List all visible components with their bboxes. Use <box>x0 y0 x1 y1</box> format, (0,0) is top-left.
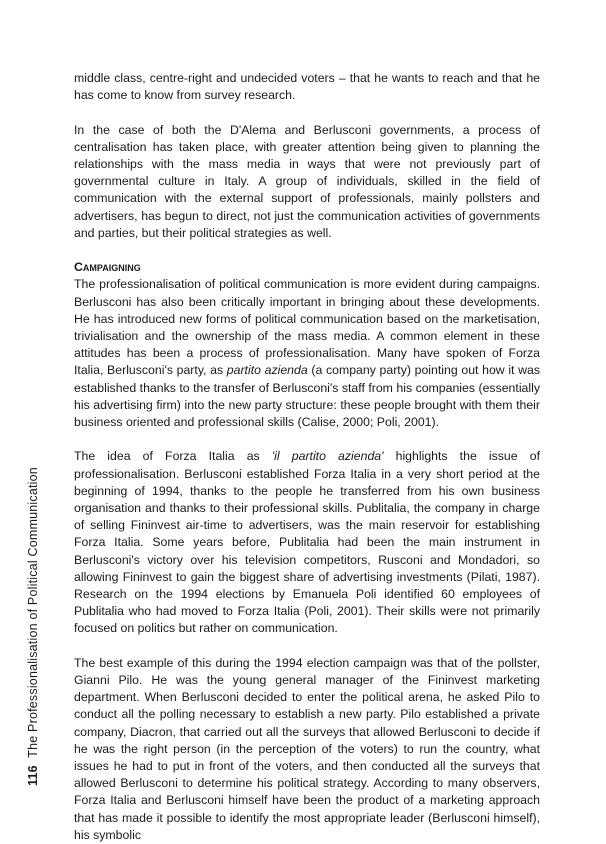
paragraph: The idea of Forza Italia as 'il partito azienda' highlights the issue of professionalisation. Berlusconi established Forza Italia in a very short period at the beginning of 1994, thanks to the people he transferred from his own business organisation and thanks to their professional skills. Publitalia, the company in charge of selling Fininvest air-time to advertisers, was the main reservoir for establishing Forza Italia. Some years before, Publitalia had been the main instrument in Berlusconi's victory over his television competitors, Rusconi and Mondadori, so allowing Fininvest to gain the biggest share of advertising investments (Pilati, 1987). Research on the 1994 elections by Emanuela Poli identified 60 employees of Publitalia who had moved to Forza Italia (Poli, 2001). Their skills were not primarily focused on politics but rather on communication. <box>74 449 540 636</box>
running-title: The Professionalisation of Political Communication <box>26 467 40 758</box>
running-header <box>26 467 40 786</box>
paragraph: In the case of both the D'Alema and Berlusconi governments, a process of centralisation has taken place, with greater attention being given to planning the relationships with the mass media in ways that were not previously part of governmental culture in Italy. A group of individuals, skilled in the field of communication with the external support of professionals, mainly pollsters and advertisers, has begun to direct, not just the communication activities of governments and parties, but their political strategies as well. <box>74 122 540 240</box>
paragraph: The professionalisation of political communication is more evident during campaigns. Berlusconi has also been critically important in bringing about these developments. He has introduced new forms of political communication based on the marketisation, trivialisation and the ownership of the mass media. A common element in these attitudes has been a process of professionalisation. Many have spoken of Forza Italia, Berlusconi's party, as partito azienda (a company party) pointing out how it was established thanks to the transfer of Berlusconi's staff from his companies (essentially his advertising firm) into the new party structure: these people brought with them their business oriented and professional skills (Calise, 2000; Poli, 2001). <box>74 277 541 430</box>
body-text <box>74 70 540 844</box>
paragraph: middle class, centre-right and undecided voters – that he wants to reach and that he has come to know from survey research. <box>74 71 540 103</box>
page-number: 116 <box>26 765 40 786</box>
section-heading: Campaigning <box>74 260 141 275</box>
paragraph: The best example of this during the 1994 election campaign was that of the pollster, Gianni Pilo. He was the young general manager of the Fininvest marketing department. When Berlusconi decided to enter the political arena, he asked Pilo to conduct all the polling necessary to establish a new party. Pilo established a private company, Diacron, that carried out all the surveys that allowed Berlusconi to decide if he was the right person (in the perception of the voters) to run the country, what issues he had to put in front of the voters, and then conducted all the surveys that allowed Berlusconi to determine his political strategy. According to many observers, Forza Italia and Berlusconi himself have been the product of a marketing approach that has made it possible to identify the most appropriate leader (Berlusconi himself), his symbolic <box>74 655 540 842</box>
